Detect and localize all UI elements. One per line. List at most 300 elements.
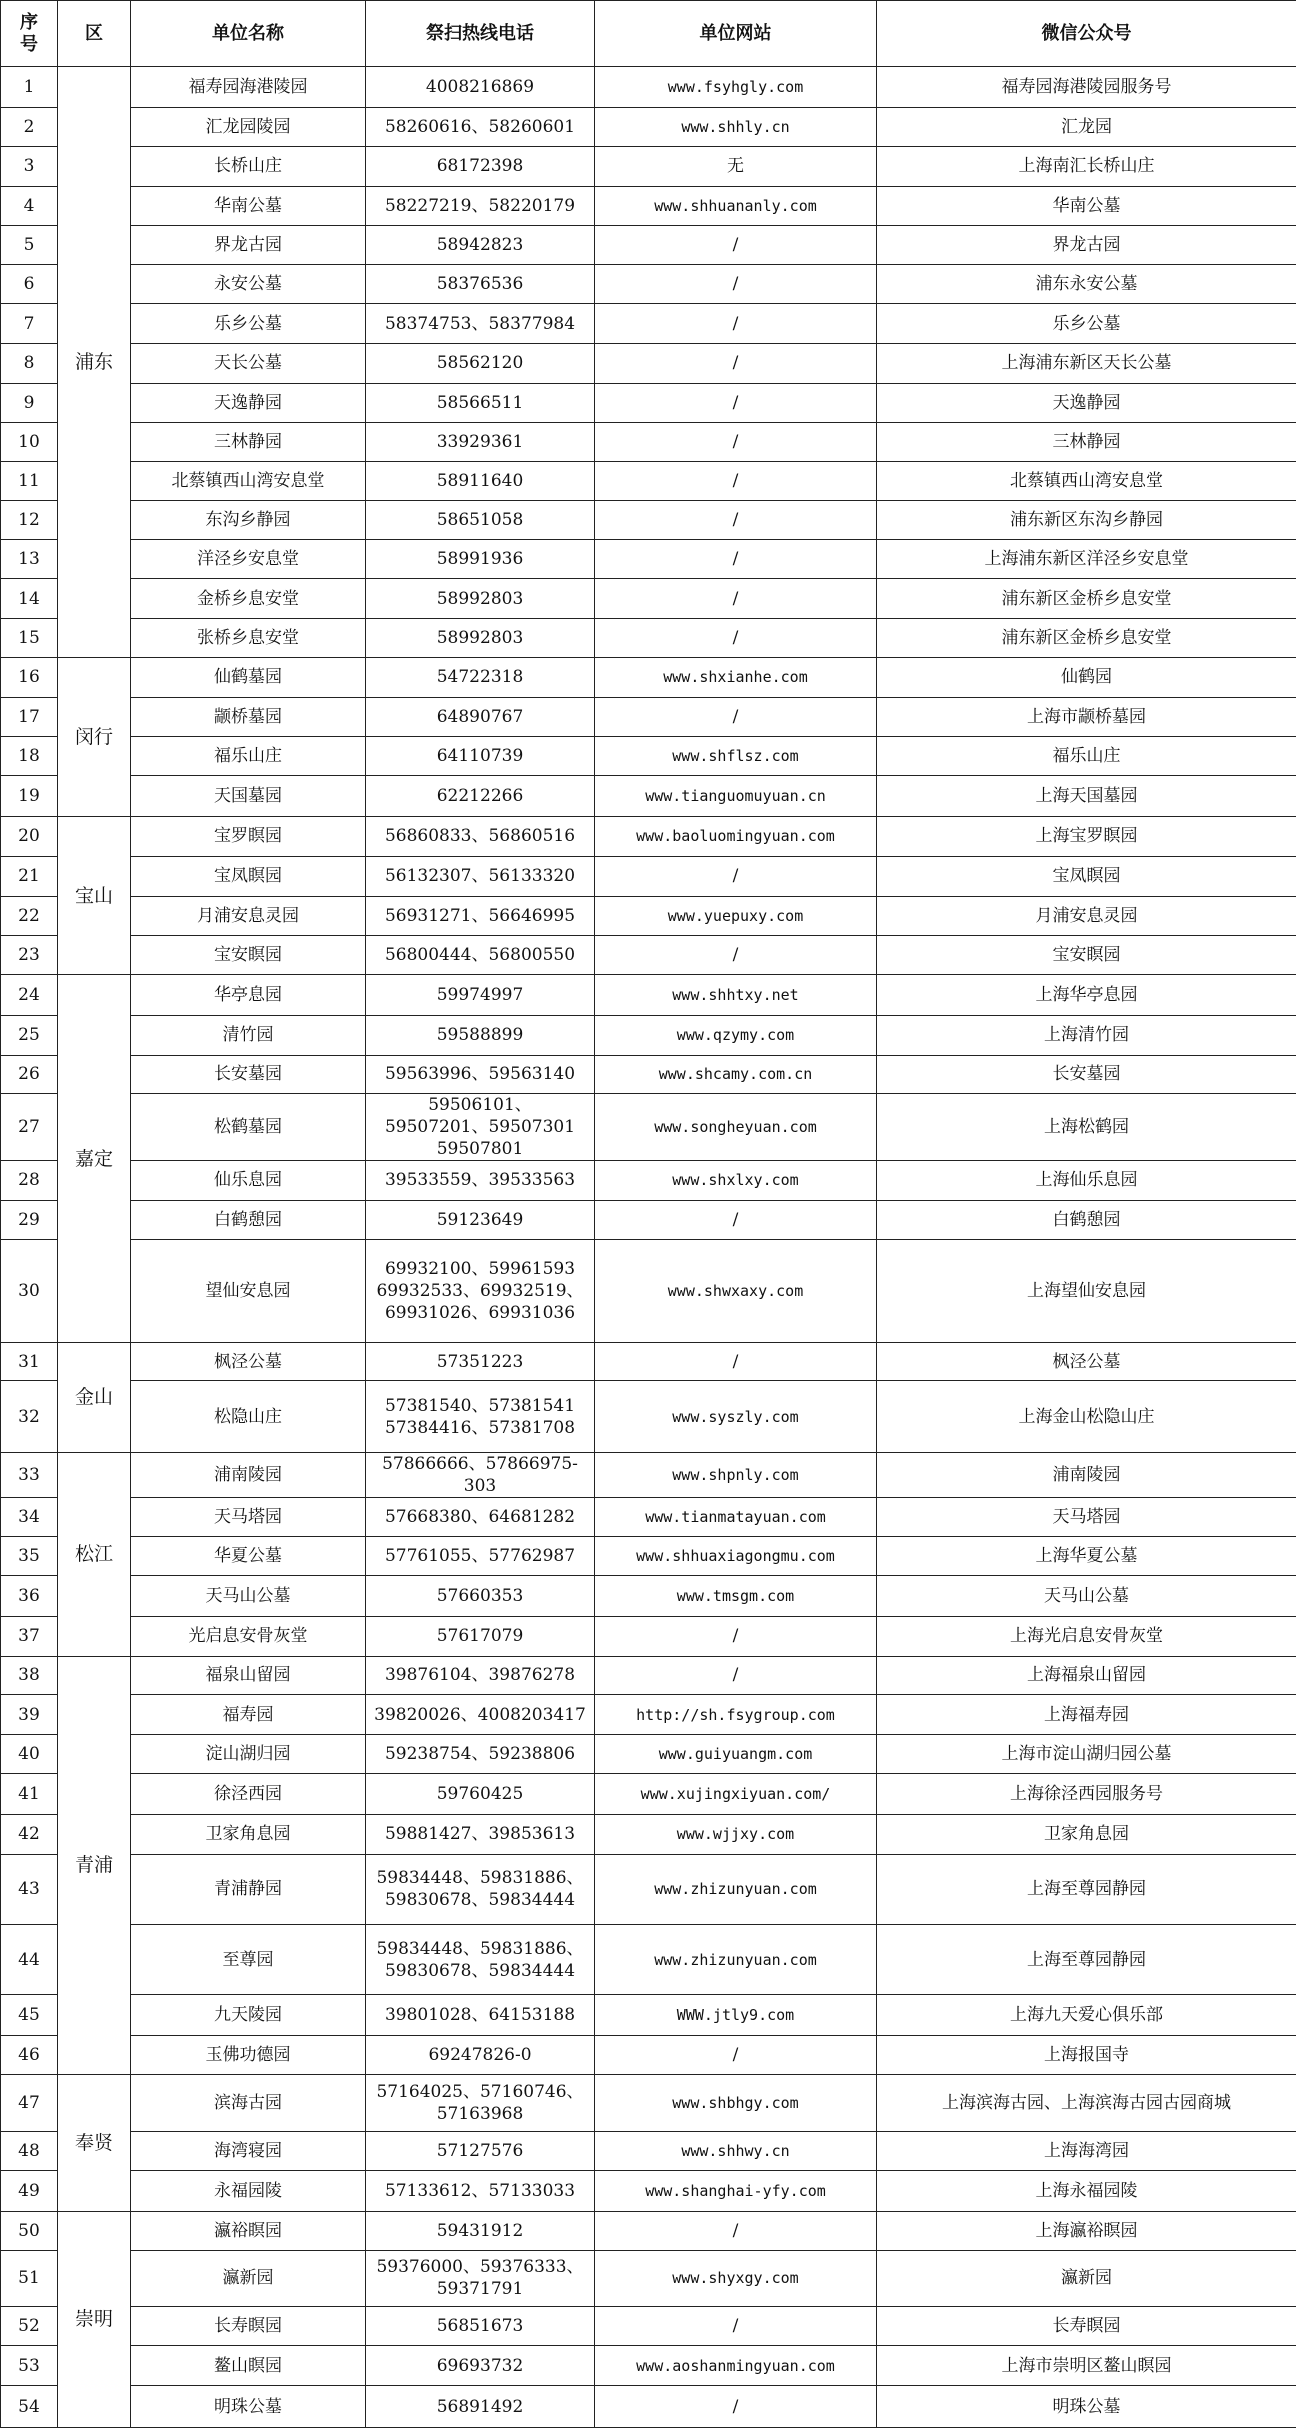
cell-site: / <box>595 501 877 540</box>
cell-no: 5 <box>1 225 58 264</box>
cell-phone <box>366 1239 595 1343</box>
cell-phone <box>366 2074 595 2131</box>
cell-wechat: 月浦安息灵园 <box>877 897 1296 936</box>
phone-line: 58942823 <box>436 234 524 255</box>
cell-phone <box>366 1814 595 1854</box>
cell-wechat: 上海望仙安息园 <box>877 1239 1296 1343</box>
cell-no: 43 <box>1 1854 58 1924</box>
cell-wechat: 浦南陵园 <box>877 1452 1296 1497</box>
cell-site: / <box>595 225 877 264</box>
cell-name: 明珠公墓 <box>131 2386 366 2428</box>
phone-line: 59507801 <box>436 1139 524 1160</box>
cell-wechat: 上海九天爱心俱乐部 <box>877 1995 1296 2035</box>
phone-line: 59431912 <box>436 2220 524 2241</box>
cell-no: 52 <box>1 2306 58 2345</box>
phone-line: 39801028、64153188 <box>384 2005 576 2026</box>
cell-wechat: 上海滨海古园、上海滨海古园古园商城 <box>877 2074 1296 2131</box>
cell-wechat: 上海永福园陵 <box>877 2171 1296 2211</box>
cell-wechat: 宝安瞑园 <box>877 936 1296 975</box>
cell-site: www.tianmatayuan.com <box>595 1497 877 1536</box>
phone-line: 39876104、39876278 <box>384 1665 576 1686</box>
cell-site: www.shhuaxiagongmu.com <box>595 1537 877 1576</box>
cell-phone <box>366 856 595 896</box>
table-row <box>1 1055 1296 1093</box>
header-no <box>1 1 58 67</box>
cell-phone <box>366 461 595 500</box>
table-row <box>1 1925 1296 1995</box>
cell-wechat: 上海市崇明区鳌山瞑园 <box>877 2346 1296 2386</box>
cell-name: 瀛新园 <box>131 2250 366 2306</box>
cell-no: 50 <box>1 2211 58 2250</box>
cell-phone <box>366 936 595 975</box>
cell-no: 16 <box>1 657 58 697</box>
table-row <box>1 304 1296 344</box>
cell-no: 18 <box>1 737 58 776</box>
table-row <box>1 1774 1296 1814</box>
phone-line: 69247826-0 <box>428 2044 532 2065</box>
cell-wechat: 上海报国寺 <box>877 2035 1296 2074</box>
cell-site: www.shxianhe.com <box>595 657 877 697</box>
phone-line: 58376536 <box>436 274 524 295</box>
phone-line: 54722318 <box>436 667 524 688</box>
cell-name: 三林静园 <box>131 422 366 461</box>
phone-line: 57164025、57160746、 <box>376 2081 584 2102</box>
cell-no: 8 <box>1 344 58 383</box>
cell-phone <box>366 657 595 697</box>
cell-phone <box>366 1656 595 1694</box>
cell-phone <box>366 186 595 225</box>
cell-name: 华夏公墓 <box>131 1537 366 1576</box>
cell-no: 39 <box>1 1694 58 1734</box>
cell-name: 宝凤瞑园 <box>131 856 366 896</box>
cell-no: 36 <box>1 1576 58 1616</box>
cell-name: 月浦安息灵园 <box>131 897 366 936</box>
cell-no: 28 <box>1 1161 58 1200</box>
cell-name: 鳌山瞑园 <box>131 2346 366 2386</box>
cell-name: 福寿园海港陵园 <box>131 67 366 108</box>
cell-phone <box>366 2132 595 2171</box>
cell-site: www.qzymy.com <box>595 1015 877 1055</box>
header-phone: 祭扫热线电话 <box>366 1 595 67</box>
cell-name: 颛桥墓园 <box>131 698 366 737</box>
phone-line: 56800444、56800550 <box>384 945 576 966</box>
cell-site: www.baoluomingyuan.com <box>595 816 877 856</box>
phone-line: 68172398 <box>436 156 524 177</box>
table-row <box>1 264 1296 303</box>
cell-site: / <box>595 422 877 461</box>
table-row <box>1 1497 1296 1536</box>
cell-no: 23 <box>1 936 58 975</box>
cell-wechat: 上海仙乐息园 <box>877 1161 1296 1200</box>
cell-phone <box>366 2035 595 2074</box>
cell-wechat: 明珠公墓 <box>877 2386 1296 2428</box>
cell-wechat: 上海福泉山留园 <box>877 1656 1296 1694</box>
phone-line: 57761055、57762987 <box>384 1546 576 1567</box>
cell-wechat: 福寿园海港陵园服务号 <box>877 67 1296 108</box>
cell-site: www.shpnly.com <box>595 1452 877 1497</box>
phone-line: 57351223 <box>436 1351 524 1372</box>
cell-no: 17 <box>1 698 58 737</box>
cell-site: www.shxlxy.com <box>595 1161 877 1200</box>
cell-district: 奉贤 <box>58 2074 131 2211</box>
cell-phone <box>366 618 595 657</box>
header-no-line: 序 <box>20 11 38 33</box>
cell-site: / <box>595 2211 877 2250</box>
cell-site: www.zhizunyuan.com <box>595 1925 877 1995</box>
cell-wechat: 上海南汇长桥山庄 <box>877 147 1296 186</box>
cell-wechat: 界龙古园 <box>877 225 1296 264</box>
cell-wechat: 北蔡镇西山湾安息堂 <box>877 461 1296 500</box>
cell-site: www.shhtxy.net <box>595 975 877 1015</box>
cell-phone <box>366 1925 595 1995</box>
phone-line: 69931026、69931036 <box>384 1302 576 1323</box>
cell-district: 青浦 <box>58 1656 131 2074</box>
cell-site: www.tmsgm.com <box>595 1576 877 1616</box>
cell-phone <box>366 304 595 344</box>
cell-phone <box>366 1055 595 1093</box>
cell-wechat: 上海市淀山湖归园公墓 <box>877 1735 1296 1774</box>
cell-site: http://sh.fsygroup.com <box>595 1694 877 1734</box>
phone-line: 58260616、58260601 <box>384 117 576 138</box>
cell-name: 汇龙园陵园 <box>131 108 366 147</box>
cell-name: 永福园陵 <box>131 2171 366 2211</box>
cell-no: 6 <box>1 264 58 303</box>
table-row <box>1 936 1296 975</box>
cell-phone <box>366 1497 595 1536</box>
cell-wechat: 上海海湾园 <box>877 2132 1296 2171</box>
header-wechat: 微信公众号 <box>877 1 1296 67</box>
phone-line: 56931271、56646995 <box>384 906 576 927</box>
cell-name: 永安公墓 <box>131 264 366 303</box>
cell-phone <box>366 1094 595 1161</box>
cell-site: www.shyxgy.com <box>595 2250 877 2306</box>
cell-phone <box>366 1537 595 1576</box>
cell-no: 2 <box>1 108 58 147</box>
cell-phone <box>366 383 595 422</box>
cell-district: 松江 <box>58 1452 131 1656</box>
table-row <box>1 618 1296 657</box>
cell-site: / <box>595 698 877 737</box>
phone-line: 59974997 <box>436 985 524 1005</box>
table-row <box>1 1200 1296 1239</box>
table-row <box>1 2171 1296 2211</box>
cell-site: www.fsyhgly.com <box>595 67 877 108</box>
phone-line: 4008216869 <box>425 77 535 98</box>
cell-name: 枫泾公墓 <box>131 1343 366 1381</box>
table-row <box>1 422 1296 461</box>
cell-wechat: 浦东新区金桥乡息安堂 <box>877 579 1296 618</box>
cell-name: 长寿瞑园 <box>131 2306 366 2345</box>
cell-site: www.shwxaxy.com <box>595 1239 877 1343</box>
table-row <box>1 1995 1296 2035</box>
table-row <box>1 2386 1296 2428</box>
cell-phone <box>366 1161 595 1200</box>
cell-no: 26 <box>1 1055 58 1093</box>
cell-site: / <box>595 579 877 618</box>
cell-phone <box>366 897 595 936</box>
cell-name: 天马塔园 <box>131 1497 366 1536</box>
cell-name: 张桥乡息安堂 <box>131 618 366 657</box>
cell-district: 宝山 <box>58 816 131 975</box>
cell-phone <box>366 1735 595 1774</box>
cell-site: www.shhly.cn <box>595 108 877 147</box>
table-row <box>1 383 1296 422</box>
cell-name: 九天陵园 <box>131 1995 366 2035</box>
table-row <box>1 856 1296 896</box>
cell-phone <box>366 1200 595 1239</box>
phone-line: 58227219、58220179 <box>384 195 576 216</box>
cell-name: 天长公墓 <box>131 344 366 383</box>
table-row <box>1 1343 1296 1381</box>
cell-name: 宝安瞑园 <box>131 936 366 975</box>
cell-no: 3 <box>1 147 58 186</box>
cell-site: / <box>595 540 877 579</box>
cell-no: 32 <box>1 1381 58 1452</box>
cell-phone <box>366 147 595 186</box>
table-row <box>1 1616 1296 1656</box>
cell-wechat: 上海市颛桥墓园 <box>877 698 1296 737</box>
cell-wechat: 福乐山庄 <box>877 737 1296 776</box>
table-row <box>1 186 1296 225</box>
cell-wechat: 上海福寿园 <box>877 1694 1296 1734</box>
cell-no: 29 <box>1 1200 58 1239</box>
cell-site: WWW.jtly9.com <box>595 1995 877 2035</box>
cell-phone <box>366 975 595 1015</box>
cell-name: 卫家角息园 <box>131 1814 366 1854</box>
cell-site: / <box>595 2035 877 2074</box>
table-row <box>1 737 1296 776</box>
phone-line: 64890767 <box>436 707 524 728</box>
phone-line: 56891492 <box>436 2396 524 2417</box>
cell-district: 嘉定 <box>58 975 131 1343</box>
table-row <box>1 657 1296 697</box>
phone-line: 33929361 <box>436 431 524 452</box>
cell-phone <box>366 737 595 776</box>
phone-line: 57384416、57381708 <box>384 1417 576 1438</box>
cell-name: 北蔡镇西山湾安息堂 <box>131 461 366 500</box>
cell-no: 9 <box>1 383 58 422</box>
cell-wechat: 枫泾公墓 <box>877 1343 1296 1381</box>
cell-name: 长安墓园 <box>131 1055 366 1093</box>
cell-phone <box>366 579 595 618</box>
cell-wechat: 上海金山松隐山庄 <box>877 1381 1296 1452</box>
phone-line: 58911640 <box>436 471 524 491</box>
phone-line: 56132307、56133320 <box>384 866 576 887</box>
phone-line: 57127576 <box>436 2141 524 2162</box>
cell-no: 51 <box>1 2250 58 2306</box>
phone-line: 58651058 <box>436 510 524 531</box>
cell-no: 25 <box>1 1015 58 1055</box>
cell-no: 53 <box>1 2346 58 2386</box>
phone-line: 57660353 <box>436 1585 524 1606</box>
table-row <box>1 1694 1296 1734</box>
phone-line: 59830678、59834444 <box>384 1890 576 1911</box>
cell-name: 天国墓园 <box>131 776 366 816</box>
cell-name: 海湾寝园 <box>131 2132 366 2171</box>
cell-wechat: 天马塔园 <box>877 1497 1296 1536</box>
cell-no: 31 <box>1 1343 58 1381</box>
cell-phone <box>366 1694 595 1734</box>
phone-line: 58992803 <box>436 627 524 648</box>
cell-site: www.songheyuan.com <box>595 1094 877 1161</box>
cell-phone <box>366 225 595 264</box>
cell-phone <box>366 1995 595 2035</box>
cell-site: / <box>595 344 877 383</box>
cell-name: 望仙安息园 <box>131 1239 366 1343</box>
cell-wechat: 上海清竹园 <box>877 1015 1296 1055</box>
table-row <box>1 2306 1296 2345</box>
cell-phone <box>366 1576 595 1616</box>
cell-no: 19 <box>1 776 58 816</box>
cell-phone <box>366 1343 595 1381</box>
cell-site: / <box>595 383 877 422</box>
phone-line: 58562120 <box>436 353 524 374</box>
cell-phone <box>366 2250 595 2306</box>
table-row <box>1 2132 1296 2171</box>
cell-no: 22 <box>1 897 58 936</box>
cell-no: 14 <box>1 579 58 618</box>
phone-line: 69932100、59961593 <box>384 1258 576 1279</box>
cell-no: 15 <box>1 618 58 657</box>
cell-no: 10 <box>1 422 58 461</box>
cell-no: 47 <box>1 2074 58 2131</box>
cell-district: 金山 <box>58 1343 131 1453</box>
cell-wechat: 宝凤瞑园 <box>877 856 1296 896</box>
cell-no: 45 <box>1 1995 58 2035</box>
cell-no: 54 <box>1 2386 58 2428</box>
cell-name: 华亭息园 <box>131 975 366 1015</box>
cell-phone <box>366 422 595 461</box>
cell-phone <box>366 2306 595 2345</box>
phone-line: 57163968 <box>436 2103 524 2124</box>
cell-site: www.shhwy.cn <box>595 2132 877 2171</box>
cell-wechat: 上海至尊园静园 <box>877 1854 1296 1924</box>
table-row <box>1 225 1296 264</box>
phone-line: 59238754、59238806 <box>384 1744 576 1765</box>
phone-line: 59376000、59376333、 <box>376 2257 584 2278</box>
cell-site: www.xujingxiyuan.com/ <box>595 1774 877 1814</box>
cell-phone <box>366 501 595 540</box>
table-row <box>1 776 1296 816</box>
cell-wechat: 上海浦东新区天长公墓 <box>877 344 1296 383</box>
cell-wechat: 白鹤憩园 <box>877 1200 1296 1239</box>
cell-district: 浦东 <box>58 67 131 658</box>
cell-no: 37 <box>1 1616 58 1656</box>
cell-name: 华南公墓 <box>131 186 366 225</box>
cell-name: 滨海古园 <box>131 2074 366 2131</box>
cell-wechat: 上海瀛裕瞑园 <box>877 2211 1296 2250</box>
cell-site: / <box>595 304 877 344</box>
table-row <box>1 2035 1296 2074</box>
phone-line: 62212266 <box>436 786 524 807</box>
phone-line: 39820026、4008203417 <box>374 1704 586 1725</box>
cell-no: 7 <box>1 304 58 344</box>
table-row <box>1 67 1296 108</box>
phone-line: 59506101、 <box>428 1095 532 1116</box>
cell-site: www.shcamy.com.cn <box>595 1055 877 1093</box>
cell-name: 金桥乡息安堂 <box>131 579 366 618</box>
cell-name: 界龙古园 <box>131 225 366 264</box>
cell-no: 42 <box>1 1814 58 1854</box>
table-row <box>1 540 1296 579</box>
cell-name: 白鹤憩园 <box>131 1200 366 1239</box>
cell-no: 40 <box>1 1735 58 1774</box>
table-row <box>1 1854 1296 1924</box>
cell-no: 4 <box>1 186 58 225</box>
header-name: 单位名称 <box>131 1 366 67</box>
cell-no: 41 <box>1 1774 58 1814</box>
cell-phone <box>366 2346 595 2386</box>
phone-line: 59830678、59834444 <box>384 1960 576 1981</box>
phone-line: 39533559、39533563 <box>384 1170 576 1191</box>
table-body <box>1 67 1296 2428</box>
cell-no: 35 <box>1 1537 58 1576</box>
phone-line: 59588899 <box>436 1025 524 1046</box>
table-row <box>1 1239 1296 1343</box>
cell-site: / <box>595 1656 877 1694</box>
cell-no: 30 <box>1 1239 58 1343</box>
cell-site: www.aoshanmingyuan.com <box>595 2346 877 2386</box>
table-row <box>1 108 1296 147</box>
cell-name: 光启息安骨灰堂 <box>131 1616 366 1656</box>
cell-name: 松鹤墓园 <box>131 1094 366 1161</box>
cell-site: www.zhizunyuan.com <box>595 1854 877 1924</box>
cell-wechat: 上海徐泾西园服务号 <box>877 1774 1296 1814</box>
table-row <box>1 2250 1296 2306</box>
cell-name: 宝罗瞑园 <box>131 816 366 856</box>
table-row <box>1 1537 1296 1576</box>
cell-no: 1 <box>1 67 58 108</box>
cell-site: www.syszly.com <box>595 1381 877 1452</box>
cell-site: www.shflsz.com <box>595 737 877 776</box>
cell-site: www.shbhgy.com <box>595 2074 877 2131</box>
cell-name: 瀛裕瞑园 <box>131 2211 366 2250</box>
cell-wechat: 上海光启息安骨灰堂 <box>877 1616 1296 1656</box>
cell-site: / <box>595 1616 877 1656</box>
phone-line: 57381540、57381541 <box>384 1395 576 1416</box>
cell-no: 34 <box>1 1497 58 1536</box>
cell-no: 38 <box>1 1656 58 1694</box>
cell-wechat: 上海至尊园静园 <box>877 1925 1296 1995</box>
cell-district: 崇明 <box>58 2211 131 2428</box>
cell-phone <box>366 1854 595 1924</box>
phone-line: 69693732 <box>436 2355 524 2376</box>
phone-line: 56860833、56860516 <box>384 826 576 847</box>
cell-phone <box>366 540 595 579</box>
cell-wechat: 上海浦东新区洋泾乡安息堂 <box>877 540 1296 579</box>
cell-phone <box>366 816 595 856</box>
table-row <box>1 2211 1296 2250</box>
phone-line: 57866666、57866975-303 <box>382 1453 578 1496</box>
cell-name: 淀山湖归园 <box>131 1735 366 1774</box>
phone-line: 58374753、58377984 <box>384 313 576 334</box>
table-row <box>1 1452 1296 1497</box>
cell-name: 福泉山留园 <box>131 1656 366 1694</box>
cell-no: 27 <box>1 1094 58 1161</box>
cell-name: 东沟乡静园 <box>131 501 366 540</box>
header-row <box>1 1 1296 67</box>
table-row <box>1 1814 1296 1854</box>
table-row <box>1 1735 1296 1774</box>
cell-site: / <box>595 618 877 657</box>
cell-phone <box>366 698 595 737</box>
table-row <box>1 344 1296 383</box>
cell-wechat: 上海天国墓园 <box>877 776 1296 816</box>
cell-wechat: 瀛新园 <box>877 2250 1296 2306</box>
cell-wechat: 天逸静园 <box>877 383 1296 422</box>
cell-phone <box>366 776 595 816</box>
cell-phone <box>366 1015 595 1055</box>
